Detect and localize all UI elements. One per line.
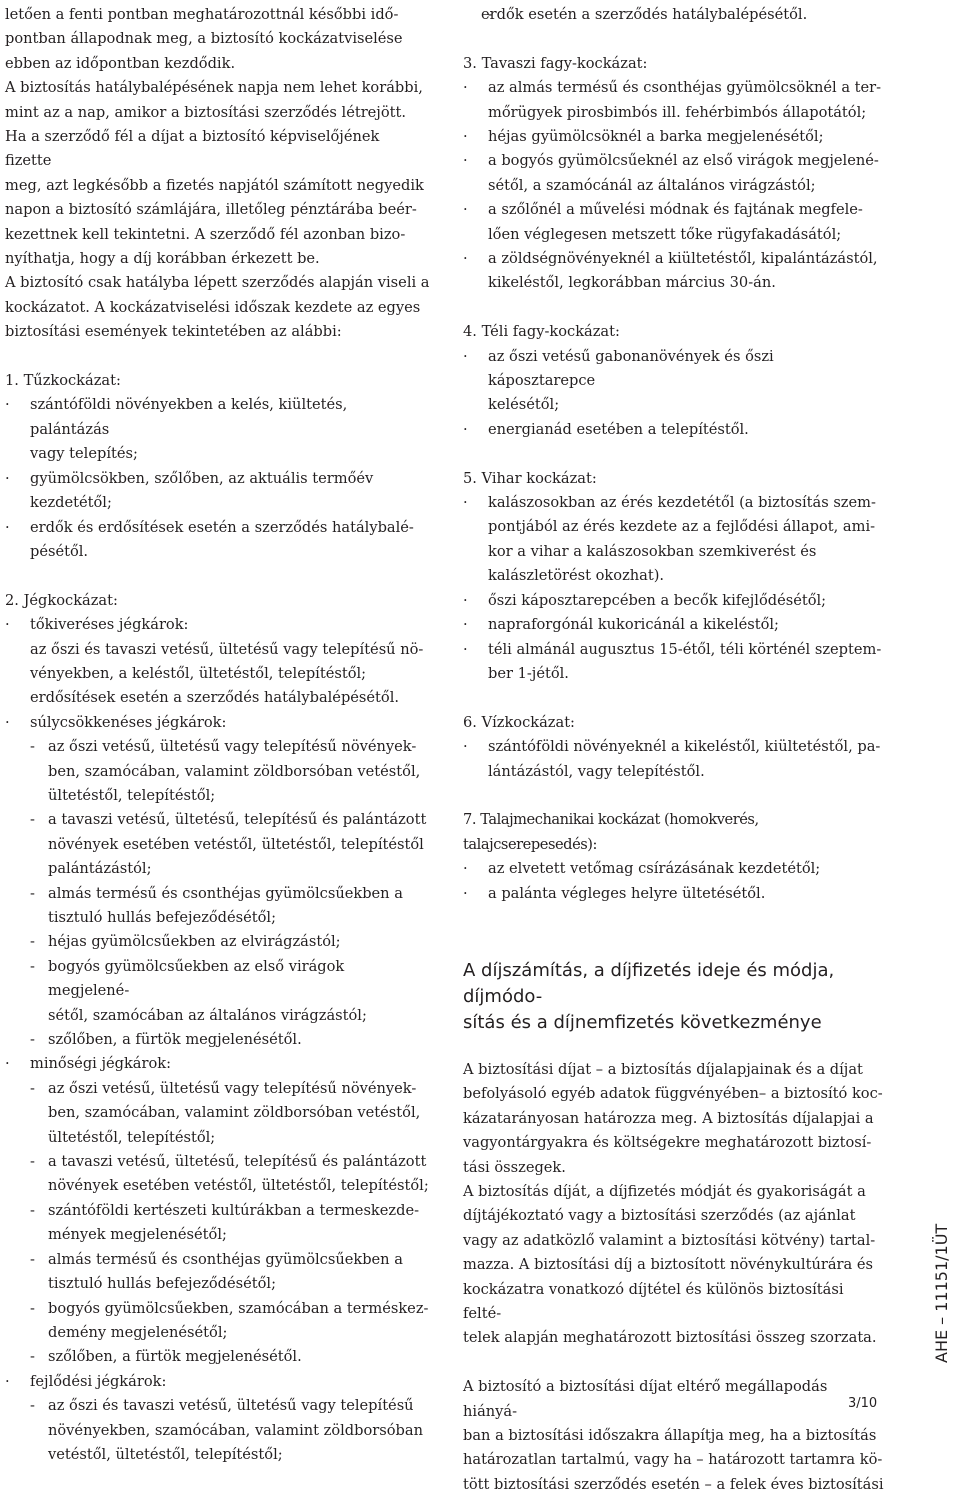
bullet-line: · minőségi jégkárok:: [5, 1052, 430, 1076]
dash-continuation: ben, szamócában, valamint zöldborsóban vetéstől,: [48, 762, 421, 780]
spring-frost-heading: 3. Tavaszi fagy-kockázat:: [463, 54, 648, 72]
bullet-line: · szántóföldi növényeknél a kikeléstől, kiültetéstől, pa-: [463, 735, 885, 759]
dash-continuation: ben, szamócában, valamint zöldborsóban vetéstől,: [48, 1104, 421, 1122]
dash-continuation: növények esetében vetéstől, ültetéstől, telepítéstől: [48, 835, 424, 853]
dash-line: [463, 3, 885, 27]
text-line: napon a biztosító számlájára, illetőleg pénztárába beér-: [5, 201, 417, 219]
bullet-continuation: vényekben, a keléstől, ültetéstől, telepítéstől;: [30, 664, 367, 682]
bullet-line: · őszi káposztarepcében a becők kifejlődésétől;: [463, 589, 885, 613]
left-column: [5, 3, 430, 1467]
dash-continuation: növényekben, szamócában, valamint zöldborsóban: [48, 1421, 423, 1439]
text-line: A biztosító a biztosítási díjat eltérő megállapodás hiányá-: [463, 1378, 828, 1420]
bullet-continuation: sétől, a szamócánál az általános virágzástól;: [488, 176, 816, 194]
bullet-continuation: mőrügyek pirosbimbós ill. fehérbimbós állapotától;: [488, 103, 867, 121]
text-line: A biztosítási díjat – a biztosítás díjalapjainak és a díjat: [463, 1060, 863, 1078]
right-column: [463, 3, 885, 1497]
premium-paragraph: [463, 1058, 885, 1351]
document-code-side-label: AHE – 11151/1ÜT: [932, 1223, 951, 1363]
section-title: [463, 958, 885, 1036]
dash-line: - szőlőben, a fürtök megjelenésétől.: [5, 1028, 430, 1052]
bullet-continuation: kikeléstől, legkorábban március 30-án.: [488, 274, 776, 292]
intro-paragraph: [5, 3, 430, 345]
text-line: letően a fenti pontban meghatározottnál későbbi idő-: [5, 6, 399, 23]
text-line: befolyásoló egyéb adatok függvényében– a biztosító koc-: [463, 1085, 883, 1103]
dash-continuation: demény megjelenésétől;: [48, 1323, 228, 1341]
text-line: meg, azt legkésőbb a fizetés napjától számított negyedik: [5, 176, 424, 194]
text-line: kezettnek kell tekintetni. A szerződő fél azonban bizo-: [5, 225, 406, 243]
text-line: határozatlan tartalmú, vagy ha – határozott tartamra kö-: [463, 1451, 883, 1469]
bullet-line: · az őszi vetésű gabonanövények és őszi káposztarepce: [463, 345, 885, 394]
bullet-continuation: ber 1-jétől.: [488, 664, 569, 682]
text-line: tött biztosítási szerződés esetén – a felek éves biztosítási: [463, 1475, 884, 1493]
text-line: telek alapján meghatározott biztosítási összeg szorzata.: [463, 1329, 877, 1347]
text-line: pontban állapodnak meg, a biztosító kockázatviselése: [5, 30, 403, 48]
bullet-continuation: az őszi és tavaszi vetésű, ültetésű vagy telepítésű nö-: [30, 640, 424, 658]
text-line: kázatarányosan határozza meg. A biztosítás díjalapjai a: [463, 1109, 874, 1127]
dash-continuation: palántázástól;: [48, 860, 152, 878]
text-line: vagyontárgyakra és költségekre meghatározott biztosí-: [463, 1134, 872, 1152]
bullet-continuation: kelésétől;: [488, 396, 560, 414]
dash-continuation: sétől, szamócában az általános virágzástól;: [48, 1006, 367, 1024]
text-line: mint az a nap, amikor a biztosítási szerződés létrejött.: [5, 103, 406, 121]
bullet-continuation: lántázástól, vagy telepítéstől.: [488, 762, 705, 780]
bullet-line: · a bogyós gyümölcsűeknél az első virágok megjelené-: [463, 149, 885, 173]
premium-period-paragraph: [463, 1375, 885, 1497]
text-line: mazza. A biztosítási díj a biztosított növénykultúrára és: [463, 1256, 873, 1274]
page-number: 3/10: [848, 1396, 878, 1411]
dash-line: - bogyós gyümölcsűekben az első virágok megjelené-: [5, 955, 430, 1004]
dash-continuation: mények megjelenésétől;: [48, 1226, 227, 1244]
text-line: A biztosítás díját, a díjfizetés módját és gyakoriságát a: [463, 1182, 866, 1200]
dash-line: - almás termésű és csonthéjas gyümölcsűekben a: [5, 1248, 430, 1272]
dash-continuation: ültetéstől, telepítéstől;: [48, 1128, 216, 1146]
bullet-line: · az elvetett vetőmag csírázásának kezdetétől;: [463, 857, 885, 881]
dash-line: - szántóföldi kertészeti kultúrákban a termeskezde-: [5, 1199, 430, 1223]
dash-continuation: tisztuló hullás befejeződésétől;: [48, 1275, 277, 1293]
bullet-continuation: pésétől.: [30, 542, 89, 560]
text-line: vagy az adatközlő valamint a biztosítási kötvény) tartal-: [463, 1231, 876, 1249]
bullet-continuation: pontjából az érés kezdete az a fejlődési állapot, ami-: [488, 518, 876, 536]
dash-line: - bogyós gyümölcsűekben, szamócában a terméskez-: [5, 1297, 430, 1321]
winter-frost-heading: 4. Téli fagy-kockázat:: [463, 323, 620, 341]
bullet-line: · fejlődési jégkárok:: [5, 1370, 430, 1394]
section-title-line: sítás és a díjnemfizetés következménye: [463, 1011, 822, 1033]
bullet-line: · az almás termésű és csonthéjas gyümölcsöknél a ter-: [463, 76, 885, 100]
bullet-line: · tőkiveréses jégkárok:: [5, 613, 430, 637]
dash-line: - almás termésű és csonthéjas gyümölcsűekben a: [5, 882, 430, 906]
dash-continuation: tisztuló hullás befejeződésétől;: [48, 909, 277, 926]
bullet-line: · súlycsökkenéses jégkárok:: [5, 711, 430, 735]
bullet-line: · téli almánál augusztus 15-étől, téli körténél szeptem-: [463, 638, 885, 662]
bullet-line: · napraforgónál kukoricánál a kikeléstől;: [463, 613, 885, 637]
bullet-continuation: kor a vihar a kalászosokban szemkiverést és: [488, 542, 817, 560]
bullet-line: · a zöldségnövényeknél a kiültetéstől, kipalántázástól,: [463, 247, 885, 271]
text-line: díjtájékoztató vagy a biztosítási szerződés (az ajánlat: [463, 1207, 856, 1225]
bullet-line: · héjas gyümölcsöknél a barka megjelenésétől;: [463, 125, 885, 149]
dash-line: - a tavaszi vetésű, ültetésű, telepítésű és palántázott: [5, 808, 430, 832]
storm-risk-heading: 5. Vihar kockázat:: [463, 469, 597, 487]
water-risk-heading: 6. Vízkockázat:: [463, 713, 575, 731]
bullet-line: · a szőlőnél a művelési módnak és fajtának megfele-: [463, 198, 885, 222]
section-title-line: A díjszámítás, a díjfizetés ideje és módja, díjmódo-: [463, 959, 835, 1007]
dash-line: - az őszi vetésű, ültetésű vagy telepítésű növények-: [5, 735, 430, 759]
dash-text: erdők esetén a szerződés hatálybalépésétől.: [481, 6, 808, 23]
bullet-continuation: lően véglegesen metszett tőke rügyfakadásától;: [488, 225, 842, 243]
bullet-line: · gyümölcsökben, szőlőben, az aktuális termőév kezdetétől;: [5, 467, 430, 516]
bullet-continuation: vagy telepítés;: [30, 445, 138, 463]
bullet-line: · szántóföldi növényekben a kelés, kiültetés, palántázás: [5, 393, 430, 442]
hail-risk-heading: 2. Jégkockázat:: [5, 591, 118, 609]
dash-line: - héjas gyümölcsűekben az elvirágzástól;: [5, 930, 430, 954]
dash-continuation: vetéstől, ültetéstől, telepítéstől;: [48, 1445, 283, 1463]
bullet-line: · energianád esetében a telepítéstől.: [463, 418, 885, 442]
dash-line: - az őszi vetésű, ültetésű vagy telepítésű növények-: [5, 1077, 430, 1101]
text-line: Ha a szerződő fél a díjat a biztosító képviselőjének fizette: [5, 128, 380, 170]
bullet-line: · a palánta végleges helyre ültetésétől.: [463, 882, 885, 906]
soil-mechanical-heading: 7. Talajmechanikai kockázat (homokverés, talajcserepesedés):: [463, 811, 759, 853]
text-line: A biztosítás hatálybalépésének napja nem lehet korábbi,: [5, 79, 423, 97]
dash-line: - szőlőben, a fürtök megjelenésétől.: [5, 1345, 430, 1369]
text-line: tási összegek.: [463, 1158, 566, 1176]
bullet-continuation: kalászletörést okozhat).: [488, 567, 665, 585]
bullet-line: · kalászosokban az érés kezdetétől (a biztosítás szem-: [463, 491, 885, 515]
dash-continuation: növények esetében vetéstől, ültetéstől, telepítéstől;: [48, 1177, 429, 1195]
text-line: kockázatra vonatkozó díjtétel és különös biztosítási felté-: [463, 1280, 844, 1323]
dash-line: - az őszi és tavaszi vetésű, ültetésű vagy telepítésű: [5, 1394, 430, 1418]
text-line: A biztosító csak hatályba lépett szerződés alapján viseli a: [5, 274, 430, 292]
text-line: ban a biztosítási időszakra állapítja meg, ha a biztosítás: [463, 1427, 877, 1445]
text-line: nyíthatja, hogy a díj korábban érkezett be.: [5, 250, 320, 268]
bullet-continuation: erdősítések esetén a szerződés hatálybalépésétől.: [30, 689, 400, 707]
fire-risk-heading: 1. Tűzkockázat:: [5, 372, 121, 390]
dash-continuation: ültetéstől, telepítéstől;: [48, 786, 216, 804]
dash-line: - a tavaszi vetésű, ültetésű, telepítésű és palántázott: [5, 1150, 430, 1174]
text-line: kockázatot. A kockázatviselési időszak kezdete az egyes: [5, 298, 421, 316]
bullet-line: · erdők és erdősítések esetén a szerződés hatálybalé-: [5, 516, 430, 540]
text-line: biztosítási események tekintetében az alábbi:: [5, 323, 342, 341]
text-line: ebben az időpontban kezdődik.: [5, 54, 236, 72]
